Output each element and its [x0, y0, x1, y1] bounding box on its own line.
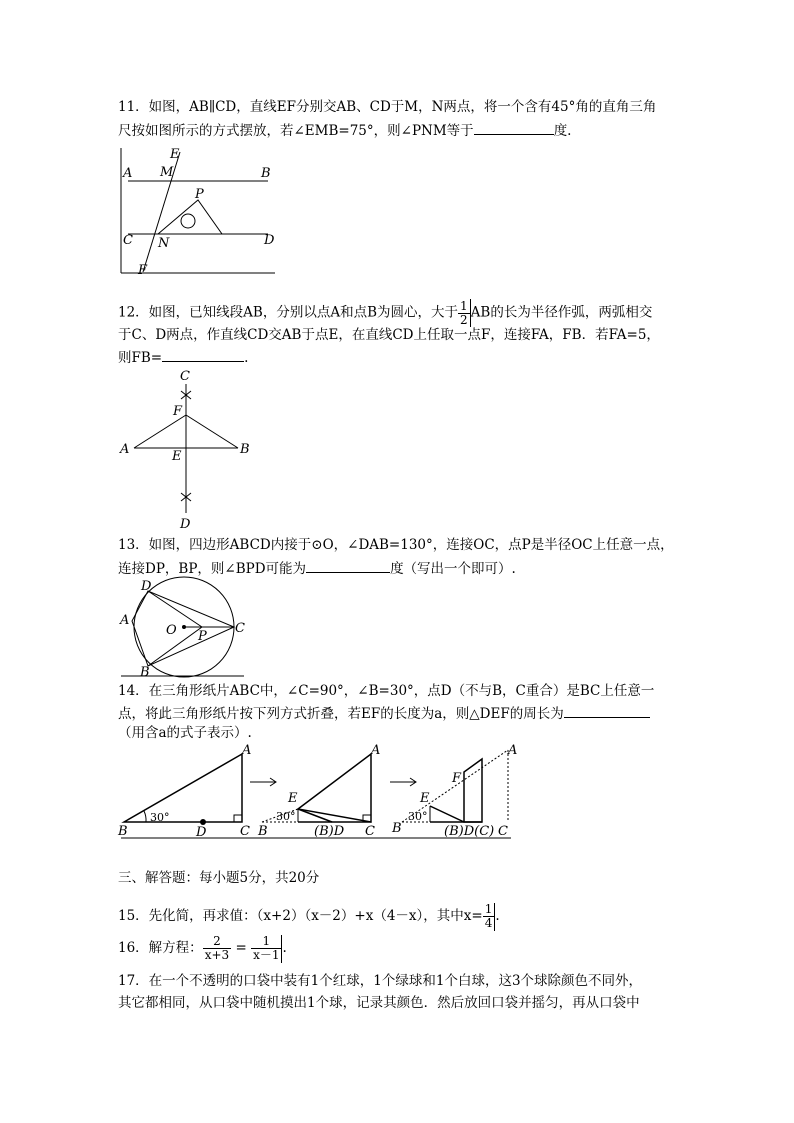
q13-segment-dp — [148, 591, 202, 627]
q11-line1: 11．如图，AB∥CD，直线EF分别交AB、CD于M，N两点，将一个含有45°角的直角三角 — [118, 99, 657, 115]
q15-line — [118, 900, 500, 932]
q14-fig3-label-bdc: (B)D(C) — [444, 824, 495, 839]
q14-fig2-angle: 30° — [276, 810, 296, 823]
q16-frac1-num: 2 — [203, 935, 231, 949]
q13-label-p: P — [198, 629, 207, 644]
q14-fig1-label-a: A — [242, 743, 252, 758]
q13-label-a: A — [120, 613, 130, 628]
q14-fig2-label-e: E — [288, 791, 298, 806]
q14-fig1-angle-arc — [144, 811, 146, 822]
q14-fig2-label-bd: (B)D — [314, 824, 345, 839]
q11-text-b: 度. — [553, 123, 572, 139]
q12-segment-fb — [186, 415, 238, 448]
q12-label-f: F — [173, 404, 183, 419]
q11-label-e: E — [170, 147, 180, 162]
q17-line2: 其它都相同，从口袋中随机摸出1个球，记录其颜色．然后放回口袋并摇匀，再从口袋中 — [118, 995, 640, 1011]
q13-line1: 13．如图，四边形ABCD内接于⊙O，∠DAB=130°，连接OC，点P是半径OC上任意一点， — [118, 537, 674, 553]
q16-line — [118, 930, 287, 966]
q12-answer-blank — [162, 347, 244, 362]
q12-frac-den: 2 — [460, 312, 468, 327]
q12-text-b: AB的长为半径作弧，两弧相交 — [470, 304, 653, 321]
q16-fraction-2 — [251, 935, 281, 962]
q13-answer-blank — [306, 558, 390, 573]
q12-line1 — [118, 299, 652, 327]
q14-fig1-label-b: B — [118, 824, 128, 839]
q14-answer-blank — [564, 703, 650, 718]
q14-fig3-label-b: B — [392, 821, 402, 836]
q14-fig3-label-a: A — [508, 743, 518, 758]
q14-fig2-label-c: C — [365, 824, 375, 839]
q14-text: 点，将此三角形纸片按下列方式折叠，若EF的长度为a，则△DEF的周长为 — [118, 706, 564, 722]
q14-fig3-label-f: F — [452, 771, 462, 786]
q11-label-p: P — [195, 187, 204, 202]
q12-figure — [118, 368, 258, 530]
q12-label-e: E — [172, 449, 182, 464]
q16-fraction-1 — [203, 935, 231, 962]
q14-fig3-label-e: E — [420, 791, 430, 806]
q12-text-end: . — [244, 350, 249, 366]
q16-frac2-num: 1 — [251, 935, 281, 949]
q14-fig2-fold — [298, 809, 332, 822]
q11-label-m: M — [160, 165, 174, 180]
q14-fig2-label-b: B — [258, 824, 268, 839]
q11-label-a: A — [123, 166, 133, 181]
q14-fig1-triangle — [124, 754, 242, 822]
q13-text-b: 度（写出一个即可）. — [390, 561, 516, 577]
q14-fig1-label-d: D — [196, 825, 207, 840]
q11-label-b: B — [261, 166, 271, 181]
q12-text-fb: 则FB= — [118, 350, 163, 366]
q15-text-a: 15．先化简，再求值：（x+2）（x－2）+x（4－x），其中x= — [118, 908, 483, 924]
q14-fig1-right-angle — [234, 815, 242, 822]
q15-text-b: . — [495, 908, 500, 924]
q15-frac-den: 4 — [484, 916, 493, 930]
q16-text-a: 16．解方程： — [118, 940, 203, 956]
q12-fraction — [458, 300, 470, 327]
q11-triangle-hole — [181, 214, 195, 228]
q12-label-c: C — [180, 369, 190, 384]
q14-fig3-fold-de — [430, 806, 464, 822]
q15-frac-num: 1 — [484, 902, 493, 916]
q13-label-o: O — [166, 623, 177, 638]
q12-text-a: 12．如图，已知线段AB，分别以点A和点B为圆心，大于 — [118, 304, 459, 321]
q14-fig1-angle: 30° — [150, 811, 170, 824]
q11-text-a: 尺按如图所示的方式摆放，若∠EMB=75°，则∠PNM等于 — [118, 123, 474, 139]
q11-label-n: N — [158, 236, 170, 251]
q14-fig3-flap — [464, 759, 482, 822]
q12-line2: 于C、D两点，作直线CD交AB于点E，在直线CD上任取一点F，连接FA，FB．若FA=5， — [118, 327, 660, 343]
q11-answer-blank — [474, 120, 554, 135]
q14-line2 — [118, 703, 650, 723]
q14-figure — [118, 742, 518, 840]
q13-line2 — [118, 558, 516, 578]
section3-title: 三、解答题：每小题5分，共20分 — [118, 870, 320, 886]
q14-fig3-angle: 30° — [408, 810, 428, 823]
q13-label-d: D — [141, 579, 152, 594]
q11-line2 — [118, 120, 571, 140]
q16-frac2-den: x－1 — [253, 948, 280, 962]
q16-text-b: . — [282, 940, 287, 956]
q14-fig3-label-c: C — [498, 824, 508, 839]
q16-frac1-den: x+3 — [204, 948, 230, 962]
q12-label-b: B — [240, 442, 250, 457]
q13-label-b: B — [140, 665, 150, 680]
q11-figure — [118, 146, 278, 276]
q13-figure — [118, 576, 248, 680]
q17-line1: 17．在一个不透明的口袋中装有1个红球，1个绿球和1个白球，这3个球除颜色不同外， — [118, 973, 643, 989]
q12-label-a: A — [120, 442, 130, 457]
q16-equals: = — [235, 940, 247, 956]
q11-label-d: D — [264, 233, 275, 248]
q15-fraction — [483, 903, 495, 930]
q11-label-f: F — [138, 263, 148, 278]
q14-line1: 14．在三角形纸片ABC中，∠C=90°，∠B=30°，点D（不与B，C重合）是BC上任意一 — [118, 683, 655, 699]
q12-label-d: D — [180, 517, 191, 532]
q14-fig1-label-c: C — [240, 824, 250, 839]
q13-text-a: 连接DP，BP，则∠BPD可能为 — [118, 561, 307, 577]
q13-label-c: C — [235, 621, 245, 636]
q12-line3 — [118, 347, 248, 367]
q12-segment-fa — [134, 415, 186, 448]
q12-frac-num: 1 — [460, 298, 468, 313]
q14-fig2-triangle — [298, 754, 371, 822]
q11-triangle — [158, 200, 222, 234]
q14-line3: （用含a的式子表示）. — [118, 725, 252, 741]
q13-center-o — [182, 625, 186, 629]
q14-fig2-label-a: A — [371, 743, 381, 758]
q11-label-c: C — [123, 233, 133, 248]
